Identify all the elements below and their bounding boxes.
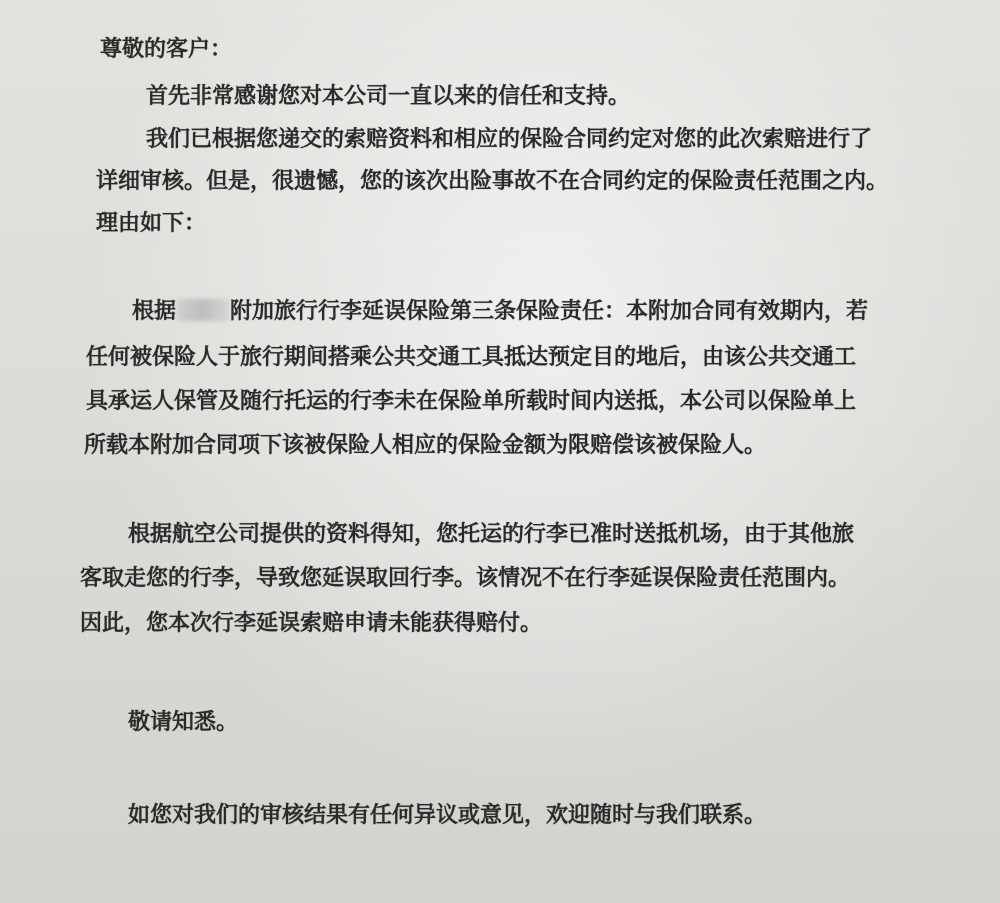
salutation: 尊敬的客户： [100, 36, 233, 62]
reason-paragraph-line-1: 根据航空公司提供的资料得知，您托运的行李已准时送抵机场，由于其他旅 [128, 521, 855, 547]
review-paragraph-line-3: 理由如下： [96, 210, 207, 236]
clause-paragraph-line-3: 具承运人保管及随行托运的行李未在保险单所载时间内送抵，本公司以保险单上 [86, 388, 857, 414]
reason-paragraph-line-2: 客取走您的行李，导致您延误取回行李。该情况不在行李延误保险责任范围内。 [80, 565, 851, 591]
thanks-line: 首先非常感谢您对本公司一直以来的信任和支持。 [146, 83, 631, 109]
clause-paragraph-line-2: 任何被保险人于旅行期间搭乘公共交通工具抵达预定目的地后，由该公共交通工 [86, 344, 857, 370]
redacted-name [177, 299, 229, 321]
clause-paragraph-line-4: 所载本附加合同项下该被保险人相应的保险金额为限赔偿该被保险人。 [84, 432, 767, 458]
clause-first-line-text: 附加旅行行李延误保险第三条保险责任：本附加合同有效期内，若 [230, 298, 869, 324]
review-paragraph-line-1: 我们已根据您递交的索赔资料和相应的保险合同约定对您的此次索赔进行了 [146, 126, 873, 152]
clause-prefix: 根据 [132, 298, 177, 324]
review-paragraph-line-2: 详细审核。但是，很遗憾，您的该次出险事故不在合同约定的保险责任范围之内。 [96, 168, 889, 194]
reason-paragraph-line-3: 因此，您本次行李延误索赔申请未能获得赔付。 [80, 610, 543, 636]
notice-line: 敬请知悉。 [128, 709, 239, 735]
closing-line: 如您对我们的审核结果有任何异议或意见，欢迎随时与我们联系。 [128, 802, 767, 828]
clause-paragraph-line-1 [132, 296, 868, 326]
